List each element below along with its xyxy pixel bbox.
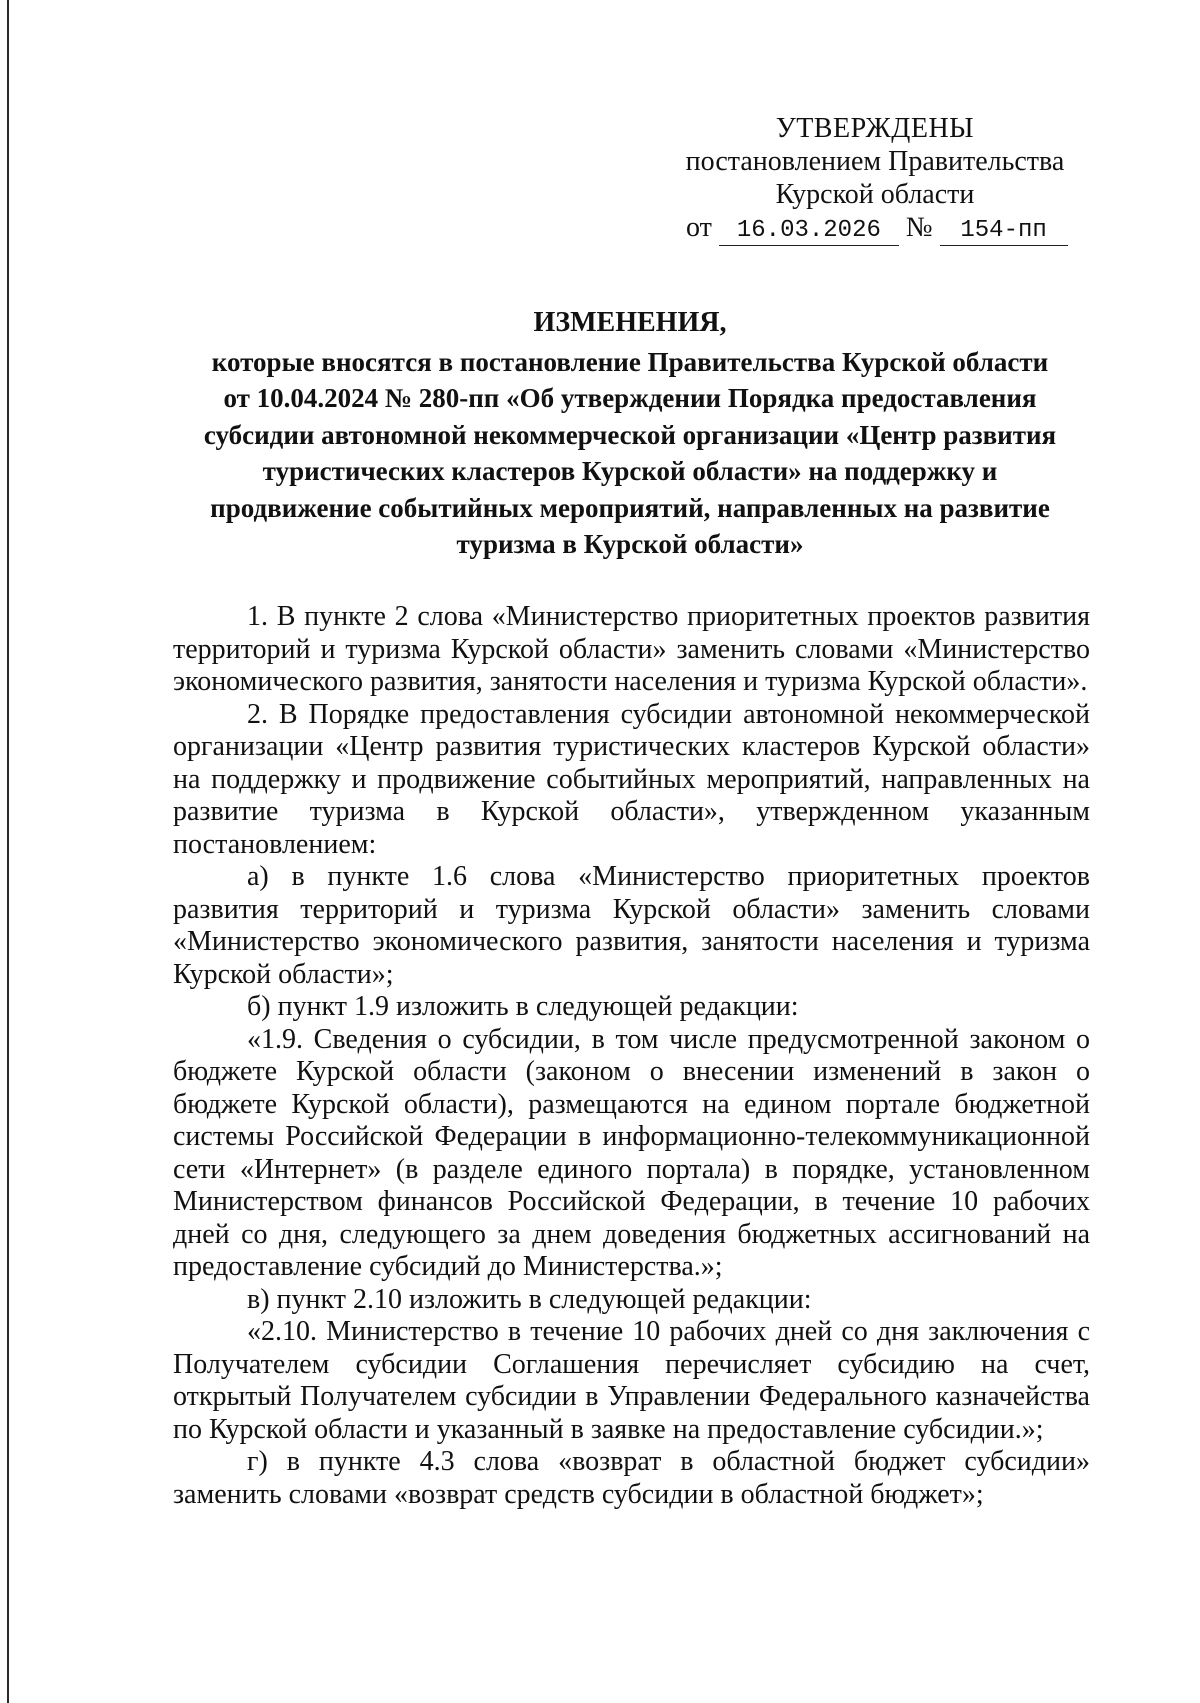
paragraph-2-10-text: «2.10. Министерство в течение 10 рабочих дней со дня заключения с Получателем субсидии Соглашения перечисляет субсидию на счет, открытый Получателем субсидии в Управлении Федерального казначейства по Курской области и указанный в заявке на предоставление субсидии.»; xyxy=(173,1316,1090,1445)
approval-title: УТВЕРЖДЕНЫ xyxy=(775,113,975,144)
number-prefix: № xyxy=(905,212,933,243)
paragraph-2b: б) пункт 1.9 изложить в следующей редакции: xyxy=(247,991,799,1022)
paragraph-2: 2. В Порядке предоставления субсидии автономной некоммерческой организации «Центр развития туристических кластеров Курской области» на поддержку и продвижение событийных мероприятий, направленных на развитие туризма в Курской области», утвержденном указанным постановлением: xyxy=(173,698,1090,860)
scan-edge-line xyxy=(7,0,9,1703)
heading-subtitle-line: туризма в Курской области» xyxy=(456,529,804,559)
approval-stamp xyxy=(660,112,1090,211)
approval-number: 154-пп xyxy=(940,217,1068,246)
date-prefix: от xyxy=(686,212,712,243)
approval-line-1: постановлением Правительства xyxy=(685,146,1065,177)
document-body xyxy=(173,601,1090,1511)
heading-subtitle-line: продвижение событийных мероприятий, направленных на развитие xyxy=(210,492,1050,523)
heading-subtitle-line: которые вносятся в постановление Правительства Курской области xyxy=(211,346,1049,377)
heading-subtitle-line: субсидии автономной некоммерческой организации «Центр развития xyxy=(203,419,1057,450)
paragraph-2g: г) в пункте 4.3 слова «возврат в областной бюджет субсидии» заменить словами «возврат средств субсидии в областной бюджет»; xyxy=(173,1446,1090,1510)
paragraph-1-9-text: «1.9. Сведения о субсидии, в том числе предусмотренной законом о бюджете Курской области (законом о внесении изменений в закон о бюджете Курской области), размещаются на едином портале бюджетной системы Российской Федерации в информационно-телекоммуникационной сети «Интернет» (в разделе единого портала) в порядке, установленном Министерством финансов Российской Федерации, в течение 10 рабочих дней со дня, следующего за днем доведения бюджетных ассигнований на предоставление субсидий до Министерства.»; xyxy=(173,1023,1090,1282)
heading-title: ИЗМЕНЕНИЯ, xyxy=(533,307,727,338)
heading-subtitle-line: от 10.04.2024 № 280-пп «Об утверждении Порядка предоставления xyxy=(223,383,1037,413)
heading-subtitle-line: туристических кластеров Курской области» на поддержку и xyxy=(262,456,998,486)
paragraph-1: 1. В пункте 2 слова «Министерство приоритетных проектов развития территорий и туризма Курской области» заменить словами «Министерство экономического развития, занятости населения и туризма Курской области». xyxy=(173,601,1090,697)
approval-date: 16.03.2026 xyxy=(719,217,899,246)
approval-date-number-line xyxy=(686,211,1068,246)
paragraph-2v: в) пункт 2.10 изложить в следующей редакции: xyxy=(247,1283,812,1315)
document-heading xyxy=(160,305,1100,563)
paragraph-2a: а) в пункте 1.6 слова «Министерство приоритетных проектов развития территорий и туризма Курской области» заменить словами «Министерство экономического развития, занятости населения и туризма Курской области»; xyxy=(173,861,1090,990)
approval-line-2: Курской области xyxy=(775,179,975,210)
